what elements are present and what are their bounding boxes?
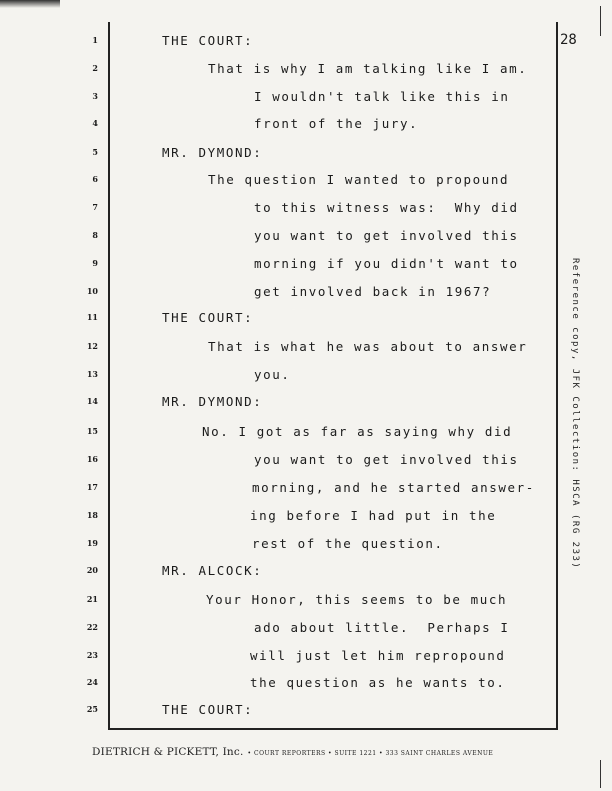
line-number: 14 — [86, 396, 98, 406]
line-number: 9 — [92, 258, 98, 268]
page-number: 28 — [560, 32, 577, 48]
transcript-line: I wouldn't talk like this in — [254, 89, 510, 104]
line-number: 11 — [86, 312, 98, 322]
line-number: 1 — [92, 35, 98, 45]
transcript-line: Your Honor, this seems to be much — [206, 592, 508, 607]
line-number: 15 — [86, 426, 98, 436]
line-number: 17 — [86, 482, 98, 492]
line-number: 6 — [92, 174, 98, 184]
line-number: 20 — [86, 565, 98, 575]
transcript-line: MR. ALCOCK: — [162, 563, 263, 578]
transcript-line: The question I wanted to propound — [208, 172, 510, 187]
edge-mark — [600, 760, 601, 788]
transcript-line: That is why I am talking like I am. — [208, 61, 528, 76]
transcript-line: you want to get involved this — [254, 452, 519, 467]
line-number: 21 — [86, 594, 98, 604]
transcript-line: the question as he wants to. — [250, 675, 506, 690]
line-number: 18 — [86, 510, 98, 520]
transcript-line: MR. DYMOND: — [162, 394, 263, 409]
line-number: 13 — [86, 369, 98, 379]
transcript-line: you want to get involved this — [254, 228, 519, 243]
firm-details: • COURT REPORTERS • SUITE 1221 • 333 SAINT CHARLES AVENUE — [247, 750, 494, 757]
scan-artifact — [0, 0, 60, 8]
transcript-line: MR. DYMOND: — [162, 145, 263, 160]
line-number: 8 — [92, 230, 98, 240]
transcript-line: That is what he was about to answer — [208, 339, 528, 354]
transcript-line: rest of the question. — [252, 536, 444, 551]
line-number: 3 — [92, 91, 98, 101]
transcript-line: THE COURT: — [162, 33, 254, 48]
transcript-line: you. — [254, 367, 291, 382]
line-number: 4 — [92, 118, 98, 128]
line-number: 2 — [92, 63, 98, 73]
transcript-line: ado about little. Perhaps I — [254, 620, 510, 635]
line-number: 5 — [92, 147, 98, 157]
line-number: 24 — [86, 677, 98, 687]
line-number: 22 — [86, 622, 98, 632]
firm-name: DIETRICH & PICKETT, Inc. — [92, 746, 244, 758]
line-number: 25 — [86, 704, 98, 714]
transcript-line: to this witness was: Why did — [254, 200, 519, 215]
edge-mark — [600, 6, 601, 36]
line-number: 23 — [86, 650, 98, 660]
reporter-footer — [92, 740, 493, 759]
transcript-line: morning, and he started answer- — [252, 480, 535, 495]
line-number: 19 — [86, 538, 98, 548]
transcript-line: THE COURT: — [162, 310, 254, 325]
line-number: 7 — [92, 202, 98, 212]
line-number: 16 — [86, 454, 98, 464]
transcript-line: ing before I had put in the — [250, 508, 497, 523]
transcript-line: THE COURT: — [162, 702, 254, 717]
transcript-line: No. I got as far as saying why did — [202, 424, 513, 439]
archive-stamp: Reference copy, JFK Collection: HSCA (RG 233) — [570, 258, 580, 570]
transcript-line: front of the jury. — [254, 116, 419, 131]
line-number: 12 — [86, 341, 98, 351]
transcript-line: morning if you didn't want to — [254, 256, 519, 271]
transcript-line: will just let him repropound — [250, 648, 506, 663]
line-number: 10 — [86, 286, 98, 296]
transcript-line: get involved back in 1967? — [254, 284, 492, 299]
